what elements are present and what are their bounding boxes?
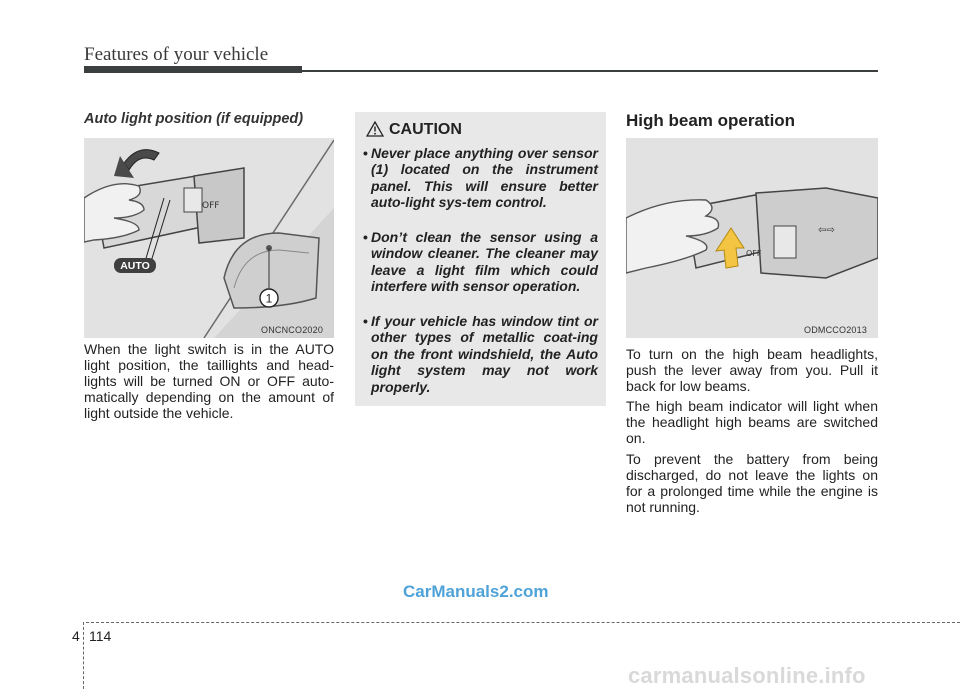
warning-triangle-icon: [366, 121, 384, 137]
caution-item: • Never place anything over sensor (1) located on the instrument panel. This will ensure better auto-light sys-tem control.: [363, 145, 598, 211]
svg-text:OFF: OFF: [746, 249, 762, 258]
header-rule: [300, 70, 878, 72]
high-beam-paragraph-3: To prevent the battery from being discharged, do not leave the lights on for a prolonged time while the engine is not running.: [626, 451, 878, 515]
svg-text:OFF: OFF: [202, 201, 220, 211]
high-beam-paragraph-1: To turn on the high beam headlights, push the lever away from you. Pull it back for low beams.: [626, 346, 878, 394]
auto-light-paragraph: When the light switch is in the AUTO light position, the taillights and head-lights will be turned ON or OFF auto-matically depending on the amount of light outside the vehicle.: [84, 341, 334, 421]
section-number: 4: [72, 628, 80, 644]
auto-label: AUTO: [120, 260, 150, 272]
page-header-title: Features of your vehicle: [84, 44, 269, 65]
caution-item: • Don’t clean the sensor using a window cleaner. The cleaner may leave a light film which could interfere with sensor operation.: [363, 229, 598, 295]
figure-code-right: ODMCCO2013: [804, 325, 868, 335]
bottom-watermark: carmanualsonline.info: [628, 663, 866, 688]
footer-vertical-rule: [83, 622, 84, 689]
caution-title: CAUTION: [389, 121, 462, 138]
caution-item: • If your vehicle has window tint or other types of metallic coat-ing on the front windshield, the Auto light system may not work properly.: [363, 313, 598, 395]
high-beam-illustration: [626, 138, 878, 338]
svg-text:⇦⇨: ⇦⇨: [818, 225, 835, 236]
figure-code-left: ONCNCO2020: [261, 325, 324, 335]
high-beam-figure: [626, 138, 878, 338]
site-watermark: CarManuals2.com: [403, 582, 549, 601]
page-number: 114: [89, 628, 112, 644]
high-beam-paragraph-2: The high beam indicator will light when the headlight high beams are switched on.: [626, 398, 878, 446]
high-beam-heading: High beam operation: [626, 111, 796, 130]
auto-light-heading: Auto light position (if equipped): [84, 111, 304, 127]
sensor-callout: 1: [265, 291, 273, 306]
auto-light-illustration: [84, 138, 334, 338]
auto-light-figure: [84, 138, 334, 338]
footer-rule: [86, 622, 960, 623]
header-bar: [84, 66, 302, 73]
